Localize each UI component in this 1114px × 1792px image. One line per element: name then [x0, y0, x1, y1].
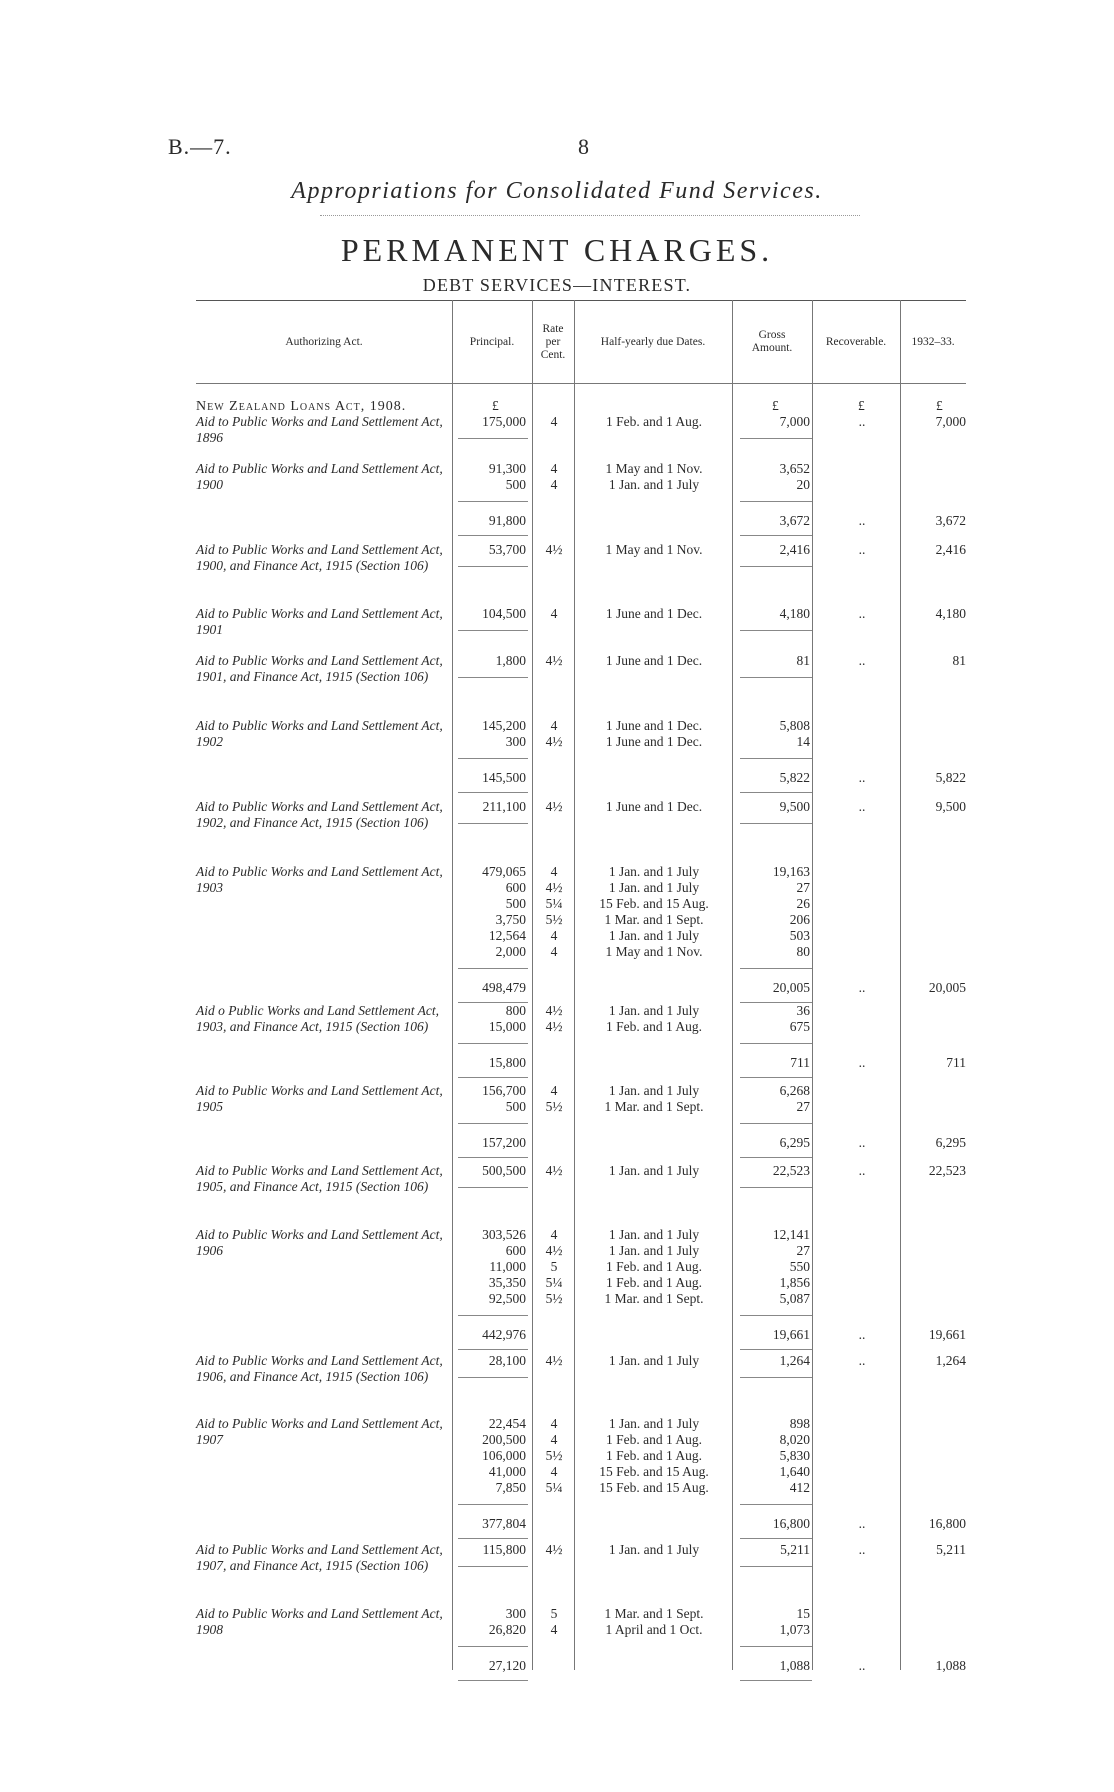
rate-cell: 4: [550, 1622, 558, 1637]
subtotal-rule: [458, 1646, 528, 1647]
year-amount-cell: 81: [952, 653, 966, 668]
gross-amount-cell: 9,500: [779, 799, 810, 814]
subtotal-rule: [458, 1538, 528, 1539]
due-dates-cell: 1 Mar. and 1 Sept.: [604, 1099, 704, 1114]
rate-cell: 4: [550, 1227, 558, 1242]
gross-amount-cell: 27: [796, 880, 810, 895]
rate-cell: 4: [550, 461, 558, 476]
gross-amount-cell: 22,523: [772, 1163, 810, 1178]
recoverable-cell: ..: [858, 1542, 866, 1557]
recoverable-cell: ..: [858, 770, 866, 785]
entry-rule: [458, 1566, 528, 1567]
principal-cell: 175,000: [482, 414, 526, 429]
subtotal-rule: [740, 1043, 812, 1044]
authorizing-act: Aid to Public Works and Land Settlement Act, 1908: [196, 1606, 443, 1637]
authorizing-act: Aid to Public Works and Land Settlement Act, 1903: [196, 864, 443, 895]
rate-cell: 5½: [545, 1448, 563, 1463]
principal-cell: 22,454: [488, 1416, 526, 1431]
gross-amount-cell: 898: [789, 1416, 810, 1431]
subtotal-rule: [458, 1043, 528, 1044]
gross-amount-cell: 2,416: [779, 542, 810, 557]
principal-cell: 92,500: [488, 1291, 526, 1306]
recoverable-cell: ..: [858, 1163, 866, 1178]
principal-cell: 15,000: [488, 1019, 526, 1034]
subtotal-rule: [458, 1680, 528, 1681]
unit-year: £: [936, 398, 943, 413]
gross-total: 5,822: [779, 770, 810, 785]
entry-rule: [740, 1377, 812, 1378]
due-dates-cell: 1 June and 1 Dec.: [605, 734, 703, 749]
rate-cell: 4½: [545, 1003, 563, 1018]
subtotal-rule: [458, 1123, 528, 1124]
recoverable-cell: ..: [858, 1658, 866, 1673]
subtotal-rule: [458, 535, 528, 536]
subtotal-rule: [458, 968, 528, 969]
subtotal-rule: [740, 792, 812, 793]
gross-amount-cell: 1,073: [779, 1622, 810, 1637]
year-amount-cell: 6,295: [935, 1135, 966, 1150]
subtotal-rule: [458, 1315, 528, 1316]
year-amount-cell: 7,000: [935, 414, 966, 429]
principal-total: 145,500: [482, 770, 526, 785]
rate-cell: 4: [550, 1083, 558, 1098]
rate-cell: 4: [550, 718, 558, 733]
section-subheading: DEBT SERVICES—INTEREST.: [422, 275, 692, 295]
rate-cell: 4: [550, 1432, 558, 1447]
recoverable-cell: ..: [858, 1055, 866, 1070]
rate-cell: 4½: [545, 1353, 563, 1368]
principal-cell: 300: [505, 1606, 526, 1621]
col-header-principal: Principal.: [469, 335, 515, 348]
authorizing-act: Aid to Public Works and Land Settlement Act, 1905, and Finance Act, 1915 (Section 106): [196, 1163, 443, 1194]
entry-rule: [458, 677, 528, 678]
entry-rule: [740, 823, 812, 824]
due-dates-cell: 1 Jan. and 1 July: [608, 1243, 700, 1258]
year-amount-cell: 5,211: [936, 1542, 966, 1557]
year-amount-cell: 20,005: [928, 980, 966, 995]
year-amount-cell: 1,264: [935, 1353, 966, 1368]
authorizing-act: Aid to Public Works and Land Settlement Act, 1902, and Finance Act, 1915 (Section 106): [196, 799, 443, 830]
gross-amount-cell: 8,020: [779, 1432, 810, 1447]
principal-total: 27,120: [488, 1658, 526, 1673]
subtotal-rule: [458, 1349, 528, 1350]
due-dates-cell: 15 Feb. and 15 Aug.: [599, 896, 709, 911]
gross-total: 16,800: [772, 1516, 810, 1531]
gross-total: 3,672: [779, 513, 810, 528]
due-dates-cell: 1 Jan. and 1 July: [608, 864, 700, 879]
subtotal-rule: [458, 1504, 528, 1505]
principal-cell: 2,000: [495, 944, 526, 959]
due-dates-cell: 1 Jan. and 1 July: [608, 1227, 700, 1242]
year-amount-cell: 19,661: [928, 1327, 966, 1342]
principal-cell: 26,820: [488, 1622, 526, 1637]
recoverable-cell: ..: [858, 1353, 866, 1368]
subtotal-rule: [740, 758, 812, 759]
principal-cell: 600: [505, 1243, 526, 1258]
authorizing-act: Aid to Public Works and Land Settlement Act, 1907: [196, 1416, 443, 1447]
year-amount-cell: 1,088: [935, 1658, 966, 1673]
principal-cell: 200,500: [482, 1432, 526, 1447]
principal-cell: 3,750: [495, 912, 526, 927]
gross-amount-cell: 4,180: [779, 606, 810, 621]
recoverable-cell: ..: [858, 1327, 866, 1342]
authorizing-act: Aid to Public Works and Land Settlement Act, 1900: [196, 461, 443, 492]
entry-rule: [740, 677, 812, 678]
gross-amount-cell: 12,141: [772, 1227, 810, 1242]
due-dates-cell: 1 Jan. and 1 July: [608, 1163, 700, 1178]
due-dates-cell: 1 Mar. and 1 Sept.: [604, 1606, 704, 1621]
recoverable-cell: ..: [858, 653, 866, 668]
year-amount-cell: 9,500: [935, 799, 966, 814]
due-dates-cell: 1 Feb. and 1 Aug.: [606, 1448, 702, 1463]
authorizing-act: Aid to Public Works and Land Settlement Act, 1901, and Finance Act, 1915 (Section 106): [196, 653, 443, 684]
due-dates-cell: 1 Jan. and 1 July: [608, 928, 700, 943]
rate-cell: 4: [550, 414, 558, 429]
rate-cell: 5: [550, 1259, 558, 1274]
rate-cell: 4: [550, 477, 558, 492]
subtotal-rule: [740, 968, 812, 969]
due-dates-cell: 1 Jan. and 1 July: [608, 1542, 700, 1557]
gross-total: 1,088: [779, 1658, 810, 1673]
principal-total: 157,200: [482, 1135, 526, 1150]
subtotal-rule: [740, 1680, 812, 1681]
page-number: 8: [578, 134, 589, 159]
column-header-row: [196, 300, 966, 384]
authorizing-act: Aid o Public Works and Land Settlement Act, 1903, and Finance Act, 1915 (Section 106): [196, 1003, 439, 1034]
due-dates-cell: 1 June and 1 Dec.: [605, 718, 703, 733]
rate-cell: 4½: [545, 1163, 563, 1178]
gross-amount-cell: 206: [789, 912, 810, 927]
gross-amount-cell: 550: [789, 1259, 810, 1274]
due-dates-cell: 15 Feb. and 15 Aug.: [599, 1464, 709, 1479]
rate-cell: 4½: [545, 880, 563, 895]
recoverable-cell: ..: [858, 1135, 866, 1150]
subtotal-rule: [458, 1077, 528, 1078]
authorizing-act: Aid to Public Works and Land Settlement Act, 1902: [196, 718, 443, 749]
principal-cell: 156,700: [482, 1083, 526, 1098]
entry-rule: [458, 1377, 528, 1378]
due-dates-cell: 1 May and 1 Nov.: [605, 542, 703, 557]
subtotal-rule: [740, 535, 812, 536]
gross-amount-cell: 7,000: [779, 414, 810, 429]
principal-cell: 500,500: [482, 1163, 526, 1178]
entry-rule: [740, 1566, 812, 1567]
rate-cell: 4: [550, 928, 558, 943]
principal-total: 498,479: [482, 980, 526, 995]
subtotal-rule: [740, 1538, 812, 1539]
gross-amount-cell: 80: [796, 944, 810, 959]
column-rule: [732, 300, 733, 1670]
gross-amount-cell: 5,211: [780, 1542, 810, 1557]
subtotal-rule: [740, 1646, 812, 1647]
authorizing-act: Aid to Public Works and Land Settlement Act, 1905: [196, 1083, 443, 1114]
due-dates-cell: 1 Jan. and 1 July: [608, 880, 700, 895]
subtotal-rule: [740, 1504, 812, 1505]
subtotal-rule: [458, 758, 528, 759]
year-amount-cell: 4,180: [935, 606, 966, 621]
due-dates-cell: 1 Feb. and 1 Aug.: [606, 1432, 702, 1447]
due-dates-cell: 1 Jan. and 1 July: [608, 477, 700, 492]
entry-rule: [740, 438, 812, 439]
gross-amount-cell: 1,856: [779, 1275, 810, 1290]
principal-total: 442,976: [482, 1327, 526, 1342]
recoverable-cell: ..: [858, 980, 866, 995]
principal-cell: 28,100: [488, 1353, 526, 1368]
entry-rule: [458, 630, 528, 631]
subtotal-rule: [740, 1157, 812, 1158]
due-dates-cell: 1 Jan. and 1 July: [608, 1083, 700, 1098]
principal-cell: 479,065: [482, 864, 526, 879]
gross-amount-cell: 15: [796, 1606, 810, 1621]
page-title: Appropriations for Consolidated Fund Services.: [291, 178, 823, 204]
year-amount-cell: 3,672: [935, 513, 966, 528]
gross-amount-cell: 27: [796, 1099, 810, 1114]
recoverable-cell: ..: [858, 513, 866, 528]
principal-cell: 303,526: [482, 1227, 526, 1242]
entry-rule: [458, 1187, 528, 1188]
gross-amount-cell: 1,264: [779, 1353, 810, 1368]
col-header-recoverable: Recoverable.: [825, 335, 887, 348]
gross-total: 6,295: [779, 1135, 810, 1150]
subtotal-rule: [458, 792, 528, 793]
principal-cell: 41,000: [488, 1464, 526, 1479]
col-header-gross: Gross Amount.: [751, 329, 793, 354]
entry-rule: [458, 566, 528, 567]
recoverable-cell: ..: [858, 606, 866, 621]
principal-cell: 1,800: [495, 653, 526, 668]
recoverable-cell: ..: [858, 1516, 866, 1531]
due-dates-cell: 1 Feb. and 1 Aug.: [606, 1019, 702, 1034]
year-amount-cell: 22,523: [928, 1163, 966, 1178]
authorizing-act: Aid to Public Works and Land Settlement Act, 1901: [196, 606, 443, 637]
gross-amount-cell: 503: [789, 928, 810, 943]
due-dates-cell: 1 Feb. and 1 Aug.: [606, 1259, 702, 1274]
page-ref: B.—7.: [168, 134, 232, 159]
entry-rule: [740, 630, 812, 631]
principal-cell: 600: [505, 880, 526, 895]
recoverable-cell: ..: [858, 799, 866, 814]
subtotal-rule: [740, 501, 812, 502]
principal-cell: 35,350: [488, 1275, 526, 1290]
due-dates-cell: 1 May and 1 Nov.: [605, 944, 703, 959]
authorizing-act: Aid to Public Works and Land Settlement Act, 1907, and Finance Act, 1915 (Section 106): [196, 1542, 443, 1573]
principal-cell: 300: [505, 734, 526, 749]
gross-total: 711: [790, 1055, 810, 1070]
due-dates-cell: 1 Mar. and 1 Sept.: [604, 912, 704, 927]
due-dates-cell: 1 Jan. and 1 July: [608, 1416, 700, 1431]
rate-cell: 4: [550, 864, 558, 879]
rate-cell: 4: [550, 944, 558, 959]
rate-cell: 4½: [545, 1243, 563, 1258]
gross-amount-cell: 14: [796, 734, 810, 749]
subtotal-rule: [740, 1349, 812, 1350]
subtotal-rule: [740, 1077, 812, 1078]
due-dates-cell: 1 Feb. and 1 Aug.: [606, 1275, 702, 1290]
recoverable-cell: ..: [858, 542, 866, 557]
due-dates-cell: 1 April and 1 Oct.: [605, 1622, 703, 1637]
due-dates-cell: 1 June and 1 Dec.: [605, 653, 703, 668]
principal-cell: 7,850: [495, 1480, 526, 1495]
rate-cell: 4½: [545, 1019, 563, 1034]
column-rule: [812, 300, 813, 1670]
gross-amount-cell: 5,087: [779, 1291, 810, 1306]
authorizing-act: Aid to Public Works and Land Settlement Act, 1900, and Finance Act, 1915 (Section 106): [196, 542, 443, 573]
unit-gross: £: [772, 398, 779, 413]
principal-total: 91,800: [488, 513, 526, 528]
gross-amount-cell: 20: [796, 477, 810, 492]
principal-cell: 12,564: [488, 928, 526, 943]
principal-total: 377,804: [482, 1516, 526, 1531]
due-dates-cell: 1 May and 1 Nov.: [605, 461, 703, 476]
column-rule: [532, 300, 533, 1670]
authorizing-act: Aid to Public Works and Land Settlement Act, 1896: [196, 414, 443, 445]
entry-rule: [740, 1187, 812, 1188]
rate-cell: 4: [550, 606, 558, 621]
col-header-act: Authorizing Act.: [285, 335, 363, 348]
rate-cell: 4: [550, 1464, 558, 1479]
principal-cell: 500: [505, 896, 526, 911]
due-dates-cell: 1 June and 1 Dec.: [605, 606, 703, 621]
due-dates-cell: 1 Feb. and 1 Aug.: [606, 414, 702, 429]
rate-cell: 4½: [545, 799, 563, 814]
col-header-rate: Rate per Cent.: [540, 322, 566, 361]
gross-total: 20,005: [772, 980, 810, 995]
entry-rule: [740, 566, 812, 567]
principal-cell: 500: [505, 477, 526, 492]
year-amount-cell: 16,800: [928, 1516, 966, 1531]
year-amount-cell: 5,822: [935, 770, 966, 785]
due-dates-cell: 15 Feb. and 15 Aug.: [599, 1480, 709, 1495]
rate-cell: 5½: [545, 912, 563, 927]
gross-amount-cell: 1,640: [779, 1464, 810, 1479]
col-header-dates: Half-yearly due Dates.: [600, 335, 706, 348]
rate-cell: 4: [550, 1416, 558, 1431]
gross-amount-cell: 81: [796, 653, 810, 668]
gross-amount-cell: 27: [796, 1243, 810, 1258]
unit-principal: £: [492, 398, 499, 413]
gross-amount-cell: 6,268: [779, 1083, 810, 1098]
title-rule: [320, 215, 860, 216]
principal-cell: 11,000: [489, 1259, 526, 1274]
rate-cell: 4½: [545, 653, 563, 668]
principal-cell: 115,800: [482, 1542, 526, 1557]
due-dates-cell: 1 Jan. and 1 July: [608, 1353, 700, 1368]
entry-rule: [458, 823, 528, 824]
principal-cell: 106,000: [482, 1448, 526, 1463]
due-dates-cell: 1 Jan. and 1 July: [608, 1003, 700, 1018]
rate-cell: 5¼: [545, 896, 563, 911]
rate-cell: 4½: [545, 734, 563, 749]
gross-amount-cell: 5,808: [779, 718, 810, 733]
gross-amount-cell: 412: [789, 1480, 810, 1495]
rate-cell: 4½: [545, 542, 563, 557]
unit-recoverable: £: [858, 398, 865, 413]
gross-amount-cell: 5,830: [779, 1448, 810, 1463]
subtotal-rule: [458, 501, 528, 502]
due-dates-cell: 1 June and 1 Dec.: [605, 799, 703, 814]
gross-amount-cell: 36: [796, 1003, 810, 1018]
principal-cell: 211,100: [482, 799, 526, 814]
principal-cell: 800: [505, 1003, 526, 1018]
recoverable-cell: ..: [858, 414, 866, 429]
rate-cell: 4½: [545, 1542, 563, 1557]
principal-cell: 145,200: [482, 718, 526, 733]
authorizing-act: Aid to Public Works and Land Settlement Act, 1906: [196, 1227, 443, 1258]
column-rule: [574, 300, 575, 1670]
authorizing-act: Aid to Public Works and Land Settlement Act, 1906, and Finance Act, 1915 (Section 106): [196, 1353, 443, 1384]
gross-amount-cell: 26: [796, 896, 810, 911]
year-amount-cell: 2,416: [935, 542, 966, 557]
year-amount-cell: 711: [946, 1055, 966, 1070]
principal-cell: 104,500: [482, 606, 526, 621]
section-heading: PERMANENT CHARGES.: [340, 232, 774, 268]
col-header-year: 1932–33.: [911, 335, 955, 348]
due-dates-cell: 1 Mar. and 1 Sept.: [604, 1291, 704, 1306]
gross-amount-cell: 19,163: [772, 864, 810, 879]
rate-cell: 5¼: [545, 1275, 563, 1290]
subtotal-rule: [740, 1315, 812, 1316]
rate-cell: 5½: [545, 1099, 563, 1114]
rate-cell: 5½: [545, 1291, 563, 1306]
rate-cell: 5: [550, 1606, 558, 1621]
gross-total: 19,661: [772, 1327, 810, 1342]
subtotal-rule: [740, 1123, 812, 1124]
principal-cell: 91,300: [488, 461, 526, 476]
principal-cell: 53,700: [488, 542, 526, 557]
principal-cell: 500: [505, 1099, 526, 1114]
rate-cell: 5¼: [545, 1480, 563, 1495]
gross-amount-cell: 675: [789, 1019, 810, 1034]
subtotal-rule: [458, 1157, 528, 1158]
section-title: New Zealand Loans Act, 1908.: [196, 399, 407, 414]
gross-amount-cell: 3,652: [779, 461, 810, 476]
entry-rule: [458, 438, 528, 439]
principal-total: 15,800: [488, 1055, 526, 1070]
